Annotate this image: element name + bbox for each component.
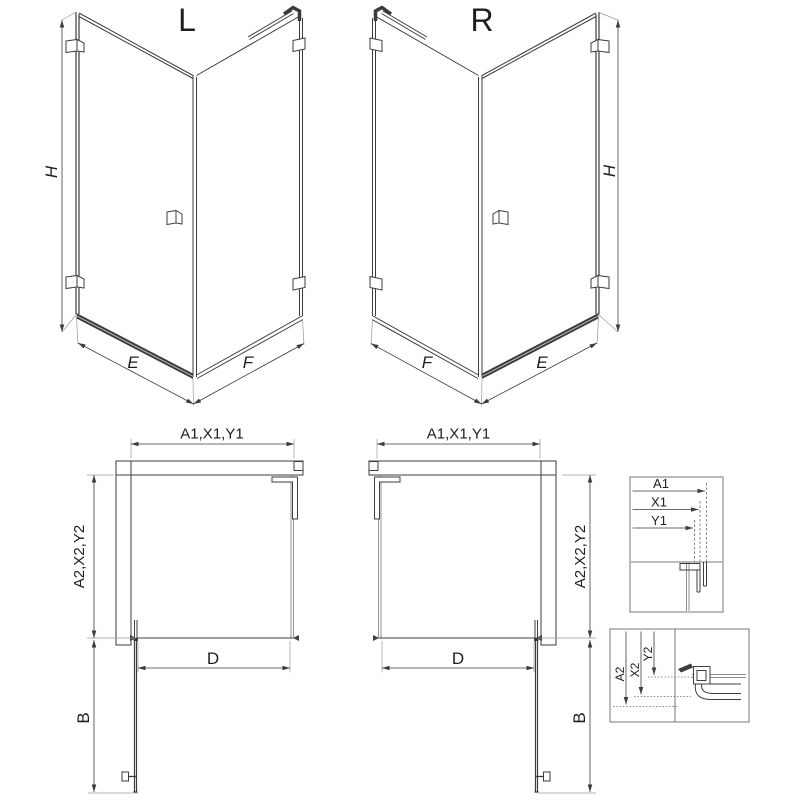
door-width-dim-label-left: E [127, 353, 139, 372]
dimension-d-right [382, 641, 534, 673]
wall-hatch-side [541, 461, 556, 645]
opening-dim-label-right: D [451, 649, 465, 668]
detail-box-depth [610, 629, 749, 722]
perspective-view-right [370, 2, 619, 406]
height-dim-label-right: H [600, 164, 619, 178]
detail-frame [630, 477, 723, 612]
plan-view-left [71, 426, 303, 794]
depth-dim-label-left: A2,X2,Y2 [71, 524, 88, 589]
detail-box-width [630, 476, 723, 612]
variant-label-right: R [470, 2, 494, 38]
plan-view-right [369, 426, 596, 794]
tray-profile-section [678, 664, 746, 700]
side-width-dim-label-left: F [242, 353, 254, 372]
width-dim-label-left: A1,X1,Y1 [180, 425, 244, 443]
wall-profile-cap [294, 462, 303, 471]
width-dim-label-right: A1,X1,Y1 [426, 425, 491, 443]
wall-profile-section [680, 562, 707, 611]
wall-profile-cap [369, 462, 378, 471]
side-width-dim-label-right: F [421, 353, 433, 372]
wall-hatch-top [369, 461, 556, 475]
dimension-b-right [538, 640, 596, 793]
dimension-a2x2y2-right [538, 475, 596, 638]
clamp-bolt [678, 664, 693, 673]
dimension-a1x1y1-right [377, 426, 540, 459]
perspective-view-left [42, 2, 305, 406]
dimension-d-left [138, 641, 290, 673]
door-dim-label-left: B [74, 712, 93, 724]
detail-label-x1: X1 [651, 494, 667, 510]
detail-label-y1: Y1 [651, 513, 667, 528]
door-width-dim-label-right: E [536, 353, 548, 372]
opening-dim-label-left: D [206, 649, 220, 668]
dimension-b-left [74, 640, 138, 793]
detail-label-y2: Y2 [641, 646, 655, 662]
height-dim-label-left: H [42, 165, 61, 179]
variant-label-left: L [178, 2, 196, 38]
dimension-a2x2y2-left [71, 475, 136, 638]
wall-hatch-side [116, 461, 131, 645]
detail-label-a1: A1 [653, 476, 669, 491]
detail-label-a2: A2 [613, 666, 627, 682]
depth-dim-label-right: A2,X2,Y2 [572, 524, 589, 589]
dimension-a1x1y1-left [131, 426, 294, 459]
wall-hatch-top [116, 461, 303, 475]
detail-label-x2: X2 [628, 662, 642, 678]
door-dim-label-right: B [570, 712, 589, 724]
